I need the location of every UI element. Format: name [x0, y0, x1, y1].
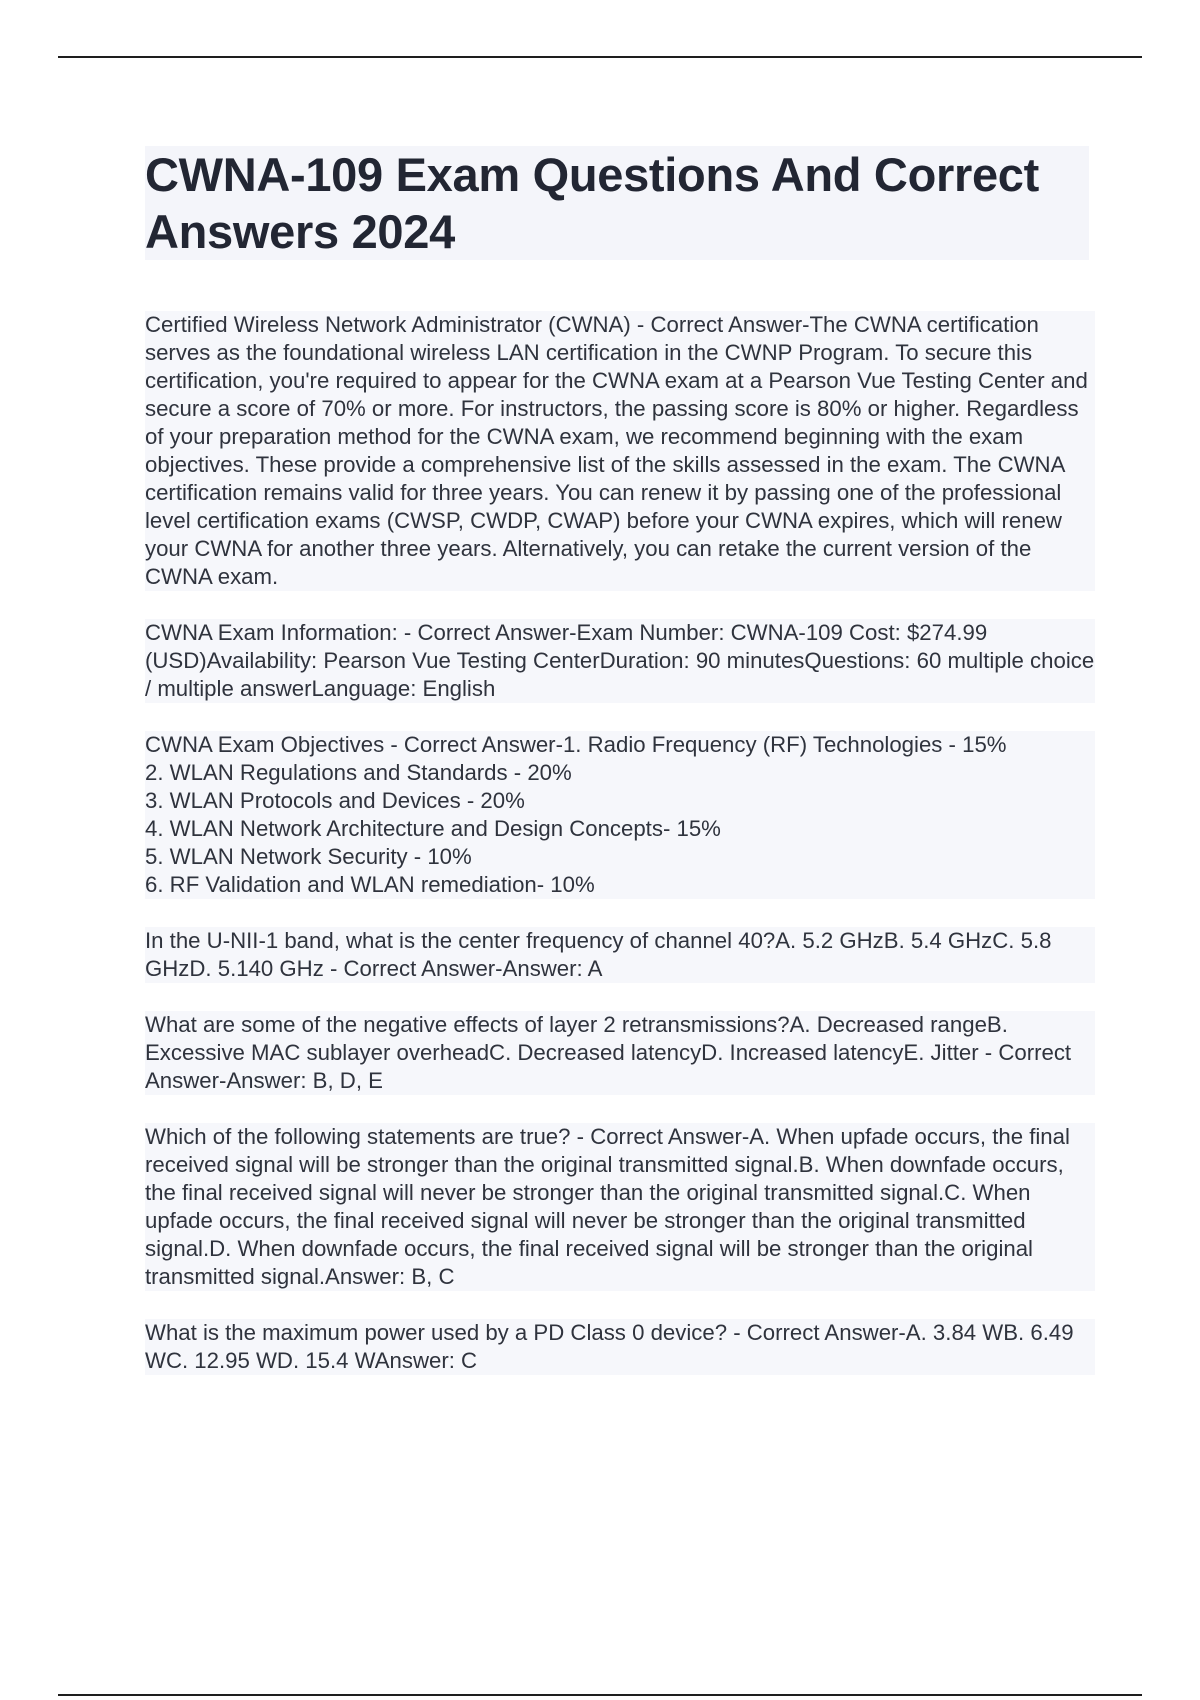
paragraph-cwna-definition: Certified Wireless Network Administrator (CWNA) - Correct Answer-The CWNA certification serves as the foundational wireless LAN certification in the CWNP Program. To secure this certification, you're required to appear for the CWNA exam at a Pearson Vue Testing Center and secure a score of 70% or more. For instructors, the passing score is 80% or higher. Regardless of your preparation method for the CWNA exam, we recommend beginning with the exam objectives. These provide a comprehensive list of the skills assessed in the exam. The CWNA certification remains valid for three years. You can renew it by passing one of the professional level certification exams (CWSP, CWDP, CWAP) before your CWNA expires, which will renew your CWNA for another three years. Alternatively, you can retake the current version of the CWNA exam. [145, 311, 1095, 591]
document-body [145, 311, 1095, 1403]
bottom-rule [58, 1694, 1142, 1696]
title-block [145, 146, 1089, 260]
question-unii-channel-40: In the U-NII-1 band, what is the center frequency of channel 40?A. 5.2 GHzB. 5.4 GHzC. 5.8 GHzD. 5.140 GHz - Correct Answer-Answer: A [145, 927, 1095, 983]
paragraph-exam-information: CWNA Exam Information: - Correct Answer-Exam Number: CWNA-109 Cost: $274.99 (USD)Availability: Pearson Vue Testing CenterDuration: 90 minutesQuestions: 60 multiple choice / multiple answerLanguage: English [145, 620, 1095, 701]
page-title: CWNA-109 Exam Questions And Correct Answers 2024 [145, 148, 1039, 258]
question-pd-class0-power: What is the maximum power used by a PD Class 0 device? - Correct Answer-A. 3.84 WB. 6.49 WC. 12.95 WD. 15.4 WAnswer: C [145, 1319, 1095, 1375]
question-layer2-retransmissions: What are some of the negative effects of layer 2 retransmissions?A. Decreased rangeB. Excessive MAC sublayer overheadC. Decreased latencyD. Increased latencyE. Jitter - Correct Answer-Answer: B, D, E [145, 1011, 1095, 1095]
top-rule [58, 56, 1142, 58]
paragraph-exam-objectives: CWNA Exam Objectives - Correct Answer-1. Radio Frequency (RF) Technologies - 15% 2. WLAN Regulations and Standards - 20% 3. WLAN Protocols and Devices - 20% 4. WLAN Network Architecture and Design Concepts- 15% 5. WLAN Network Security - 10% 6. RF Validation and WLAN remediation- 10% [145, 731, 1095, 899]
question-upfade-downfade: Which of the following statements are true? - Correct Answer-A. When upfade occurs, the final received signal will be stronger than the original transmitted signal.B. When downfade occurs, the final received signal will never be stronger than the original transmitted signal.C. When upfade occurs, the final received signal will never be stronger than the original transmitted signal.D. When downfade occurs, the final received signal will be stronger than the original transmitted signal.Answer: B, C [145, 1123, 1095, 1291]
